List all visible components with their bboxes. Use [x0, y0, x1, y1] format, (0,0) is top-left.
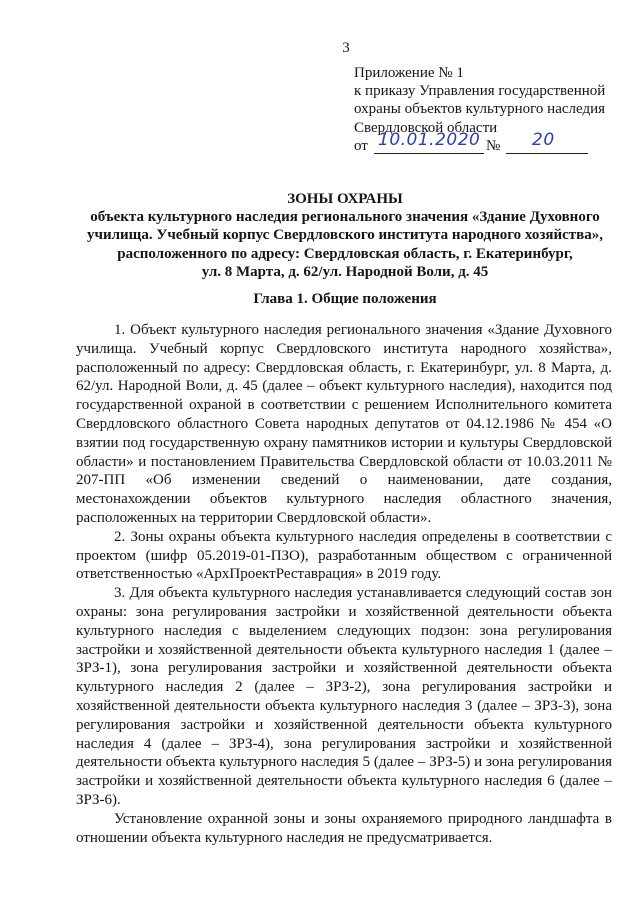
appendix-block — [354, 64, 640, 157]
appendix-line-4: Свердловской области — [354, 119, 498, 136]
appendix-line-3: охраны объектов культурного наследия — [354, 101, 606, 118]
appendix-line-1: Приложение № 1 — [354, 65, 464, 81]
title-line-3: расположенного по адресу: Свердловская область, г. Екатеринбург, — [117, 245, 573, 262]
paragraph-1: 1. Объект культурного наследия регионального значения «Здание Духовного училища. Учебный корпус Свердловского института народного хозяйства», расположенный по адресу: Свердловская область, г. Екатеринбург, ул. 8 Марта, д. 62/ул. Народной Воли, д. 45 (далее – объект культурного наследия), находится под государственной охраной в соответствии с решением Исполнительного комитета Свердловского областного Совета народных депутатов от 04.12.1986 № 454 «О взятии под государственную охрану памятников истории и культуры Свердловской области» и постановлением Правительства Свердловской области от 10.03.2011 № 207-ПП «Об изменении сведений о наименовании, дате создания, местонахождении объектов культурного наследия областного значения, расположенных на территории Свердловской области». — [76, 322, 612, 526]
paragraph-4: Установление охранной зоны и зоны охраняемого природного ландшафта в отношении объекта культурного наследия не предусматривается. — [76, 810, 612, 846]
appendix-line-2: к приказу Управления государственной — [354, 83, 606, 100]
page-number: 3 — [342, 40, 350, 56]
date-underline — [374, 153, 484, 154]
number-handwritten: 20 — [532, 129, 555, 150]
body-text — [76, 321, 612, 847]
title-heading: ЗОНЫ ОХРАНЫ — [287, 191, 403, 207]
document-title — [60, 190, 630, 281]
title-line-1: объекта культурного наследия регионального значения «Здание Духовного — [90, 209, 600, 226]
paragraph-3: 3. Для объекта культурного наследия устанавливается следующий состав зон охраны: зона регулирования застройки и хозяйственной деятельности объекта культурного наследия с выделением следующих подзон: зона регулирования застройки и хозяйственной деятельности объекта культурного наследия 1 (далее – ЗРЗ-1), зона регулирования застройки и хозяйственной деятельности объекта культурного наследия 2 (далее – ЗРЗ-2), зона регулирования застройки и хозяйственной деятельности объекта культурного наследия 3 (далее – ЗРЗ-3), зона регулирования застройки и хозяйственной деятельности объекта культурного наследия 4 (далее – ЗРЗ-4), зона регулирования застройки и хозяйственной деятельности объекта культурного наследия 5 (далее – ЗРЗ-5) и зона регулирования застройки и хозяйственной деятельности объекта культурного наследия 6 (далее – ЗРЗ-6). — [76, 585, 612, 808]
title-line-2: училища. Учебный корпус Свердловского института народного хозяйства», — [87, 227, 603, 244]
paragraph-2: 2. Зоны охраны объекта культурного наследия определены в соответствии с проектом (шифр 05.2019-01-ПЗО), разработанным обществом с ограниченной ответственностью «АрхПроектРеставрация» в 2019 году. — [76, 528, 612, 583]
title-line-4: ул. 8 Марта, д. 62/ул. Народной Воли, д. 45 — [201, 263, 489, 280]
order-date-row — [354, 129, 640, 157]
chapter-title: Глава 1. Общие положения — [253, 291, 437, 307]
number-underline — [506, 153, 588, 154]
date-handwritten: 10.01.2020 — [378, 129, 481, 150]
number-label: № — [486, 137, 501, 154]
date-label: от — [354, 137, 368, 154]
